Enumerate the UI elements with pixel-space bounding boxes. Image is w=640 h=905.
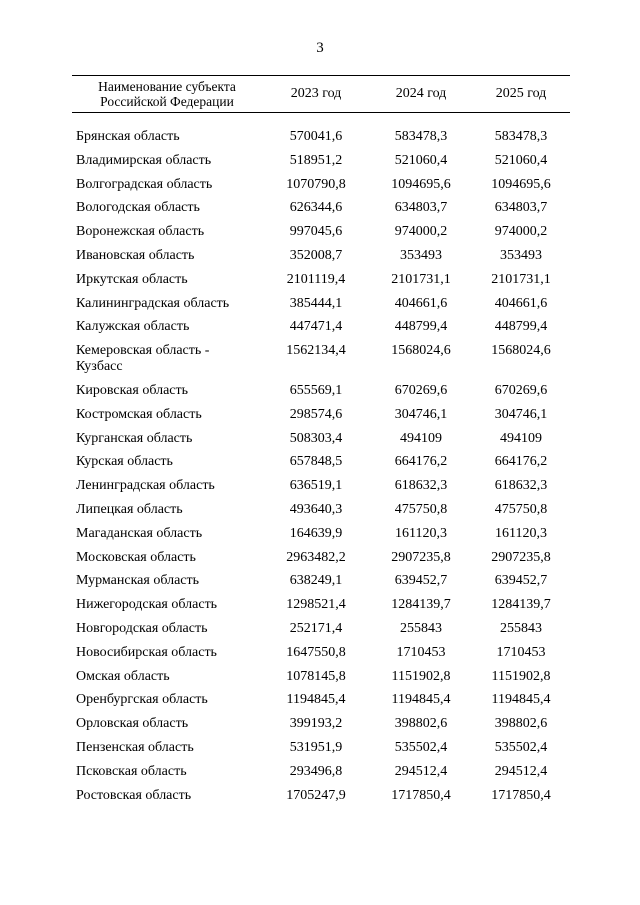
value-2023: 997045,6	[289, 224, 343, 240]
value-2023: 508303,4	[289, 430, 343, 446]
table-row	[72, 764, 570, 780]
table-row	[72, 526, 570, 542]
value-2023: 385444,1	[289, 295, 343, 311]
value-2024: 535502,4	[394, 739, 448, 755]
table-row	[72, 597, 570, 613]
value-2025: 583478,3	[494, 129, 548, 144]
subject-name-cell	[72, 454, 262, 470]
table-row	[72, 478, 570, 494]
value-2024: 1194845,4	[391, 692, 451, 708]
value-2023: 657848,5	[289, 454, 343, 470]
value-2025: 1151902,8	[491, 668, 551, 684]
subject-name-cell	[72, 740, 262, 756]
header-2025: 2025 год	[495, 86, 547, 101]
subject-name-cell	[72, 788, 262, 804]
value-2025: 2101731,1	[491, 271, 551, 287]
header-subject-name	[72, 79, 262, 109]
subject-name: Владимирская область	[76, 152, 212, 168]
subject-name: Курская область	[76, 454, 173, 470]
subject-name-cell	[72, 550, 262, 566]
value-2025: 404661,6	[494, 295, 548, 311]
subject-name: Калужская область	[76, 319, 190, 335]
subject-name-cell	[72, 407, 262, 423]
header-subject-name-line1: Наименование субъекта	[98, 79, 236, 94]
value-2024: 639452,7	[394, 573, 448, 589]
value-2024: 475750,8	[394, 501, 448, 517]
value-2024: 583478,3	[394, 129, 448, 144]
subject-name-cell	[72, 431, 262, 447]
table-row	[72, 153, 570, 169]
value-2023: 1070790,8	[286, 176, 346, 192]
value-2025: 2907235,8	[491, 549, 551, 565]
table-row	[72, 645, 570, 661]
value-2025: 639452,7	[494, 573, 548, 589]
subject-name-cell	[72, 692, 262, 708]
table-row	[72, 669, 570, 685]
value-2025: 664176,2	[494, 454, 548, 470]
value-2025: 255843	[500, 620, 542, 636]
header-2024: 2024 год	[395, 86, 447, 101]
value-2025: 1710453	[496, 644, 546, 660]
subject-name: Курганская область	[76, 430, 193, 446]
subject-name-cell	[72, 248, 262, 264]
table-row	[72, 200, 570, 216]
value-2024: 404661,6	[394, 295, 448, 311]
value-2024: 1710453	[396, 644, 446, 660]
value-2024: 521060,4	[394, 152, 448, 168]
subject-name-cell	[72, 502, 262, 518]
value-2024: 670269,6	[394, 382, 448, 398]
subject-name: Ивановская область	[76, 247, 195, 263]
subject-name: Магаданская область	[76, 525, 203, 541]
value-2024: 634803,7	[394, 200, 448, 216]
subject-name: Новгородская область	[76, 620, 208, 636]
value-2023: 164639,9	[289, 525, 343, 541]
value-2023: 1194845,4	[286, 692, 346, 708]
budget-table	[72, 75, 570, 811]
value-2025: 974000,2	[494, 224, 548, 240]
subject-name: Нижегородская область	[76, 597, 218, 613]
value-2024: 161120,3	[395, 525, 447, 541]
value-2024: 1094695,6	[391, 176, 451, 192]
value-2025: 670269,6	[494, 382, 548, 398]
value-2025: 161120,3	[495, 525, 547, 541]
subject-name: Оренбургская область	[76, 692, 208, 708]
subject-name: Ленинградская область	[76, 478, 215, 494]
subject-name-cell	[72, 478, 262, 494]
value-2023: 1078145,8	[286, 668, 346, 684]
table-row	[72, 296, 570, 312]
value-2024: 1151902,8	[391, 668, 451, 684]
subject-name-cell	[72, 716, 262, 732]
subject-name-cell	[72, 764, 262, 780]
table-row	[72, 272, 570, 288]
table-row	[72, 716, 570, 732]
page-number: 3	[316, 40, 324, 56]
table-row	[72, 383, 570, 399]
subject-name-cell	[72, 272, 262, 288]
value-2023: 2963482,2	[286, 549, 346, 565]
value-2023: 447471,4	[289, 319, 343, 335]
header-2023: 2023 год	[290, 86, 342, 101]
value-2023: 570041,6	[289, 129, 343, 144]
value-2023: 531951,9	[289, 739, 343, 755]
value-2025: 1194845,4	[491, 692, 551, 708]
subject-name: Новосибирская область	[76, 644, 217, 660]
subject-name-cell	[72, 296, 262, 312]
value-2024: 664176,2	[394, 454, 448, 470]
value-2023: 493640,3	[289, 501, 343, 517]
value-2023: 1705247,9	[286, 787, 346, 803]
subject-name-cell	[72, 645, 262, 661]
table-row	[72, 407, 570, 423]
table-row	[72, 621, 570, 637]
value-2025: 618632,3	[494, 478, 548, 494]
value-2025: 634803,7	[494, 200, 548, 216]
table-row	[72, 129, 570, 145]
value-2025: 1094695,6	[491, 176, 551, 192]
subject-name: Мурманская область	[76, 573, 200, 589]
value-2025: 294512,4	[494, 763, 548, 779]
subject-name-cell	[72, 129, 262, 145]
subject-name-cell	[72, 319, 262, 335]
value-2024: 2101731,1	[391, 271, 451, 287]
value-2025: 535502,4	[494, 739, 548, 755]
value-2024: 294512,4	[394, 763, 448, 779]
value-2025: 521060,4	[494, 152, 548, 168]
subject-name-cell	[72, 573, 262, 589]
value-2024: 1284139,7	[391, 597, 451, 613]
table-row	[72, 343, 570, 375]
value-2023: 1647550,8	[286, 644, 346, 660]
value-2025: 475750,8	[494, 501, 548, 517]
subject-name: Липецкая область	[76, 501, 183, 517]
subject-name-cell	[72, 177, 262, 193]
table-body	[72, 129, 570, 804]
value-2025: 304746,1	[494, 406, 548, 422]
subject-name: Псковская область	[76, 763, 187, 779]
table-header	[72, 75, 570, 113]
value-2025: 1717850,4	[491, 787, 551, 803]
value-2023: 298574,6	[289, 406, 343, 422]
value-2024: 398802,6	[394, 716, 448, 732]
subject-name: Брянская область	[76, 129, 180, 144]
subject-name: Калининградская область	[76, 295, 230, 311]
value-2024: 2907235,8	[391, 549, 451, 565]
table-row	[72, 788, 570, 804]
value-2025: 494109	[500, 430, 542, 446]
value-2023: 352008,7	[289, 247, 343, 263]
value-2023: 1298521,4	[286, 597, 346, 613]
subject-name: Ростовская область	[76, 787, 192, 803]
value-2025: 353493	[500, 247, 542, 263]
value-2023: 518951,2	[289, 152, 343, 168]
table-row	[72, 573, 570, 589]
subject-name: Омская область	[76, 668, 170, 684]
value-2024: 1568024,6	[391, 343, 451, 359]
subject-name-cell	[72, 343, 262, 375]
table-row	[72, 502, 570, 518]
value-2024: 1717850,4	[391, 787, 451, 803]
header-subject-name-line2: Российской Федерации	[100, 94, 234, 109]
value-2024: 255843	[400, 620, 442, 636]
table-row	[72, 692, 570, 708]
value-2023: 655569,1	[289, 382, 343, 398]
value-2025: 1284139,7	[491, 597, 551, 613]
value-2023: 1562134,4	[286, 343, 346, 359]
value-2023: 636519,1	[289, 478, 343, 494]
subject-name-cell	[72, 383, 262, 399]
subject-name-cell	[72, 153, 262, 169]
value-2025: 398802,6	[494, 716, 548, 732]
value-2024: 974000,2	[394, 224, 448, 240]
table-row	[72, 319, 570, 335]
subject-name: Орловская область	[76, 716, 189, 732]
value-2023: 293496,8	[289, 763, 343, 779]
subject-name-cell	[72, 669, 262, 685]
value-2024: 353493	[400, 247, 442, 263]
value-2025: 1568024,6	[491, 343, 551, 359]
table-row	[72, 224, 570, 240]
subject-name: Пензенская область	[76, 739, 194, 755]
subject-name: Волгоградская область	[76, 176, 213, 192]
value-2024: 304746,1	[394, 406, 448, 422]
value-2023: 638249,1	[289, 573, 343, 589]
value-2023: 626344,6	[289, 200, 343, 216]
subject-name: Московская область	[76, 549, 196, 565]
subject-name: Кемеровская область -	[76, 343, 210, 359]
subject-name-cell	[72, 526, 262, 542]
subject-name-cell	[72, 621, 262, 637]
subject-name: Вологодская область	[76, 200, 200, 216]
table-row	[72, 550, 570, 566]
value-2024: 494109	[400, 430, 442, 446]
table-row	[72, 248, 570, 264]
subject-name: Иркутская область	[76, 271, 188, 287]
table-row	[72, 177, 570, 193]
subject-name: Воронежская область	[76, 224, 205, 240]
subject-name-cell	[72, 597, 262, 613]
value-2025: 448799,4	[494, 319, 548, 335]
subject-name-cell	[72, 200, 262, 216]
table-row	[72, 454, 570, 470]
value-2024: 448799,4	[394, 319, 448, 335]
table-row	[72, 740, 570, 756]
value-2024: 618632,3	[394, 478, 448, 494]
subject-name: Кировская область	[76, 382, 189, 398]
table-row	[72, 431, 570, 447]
value-2023: 252171,4	[289, 620, 343, 636]
subject-name-continuation: Кузбасс	[76, 359, 123, 375]
value-2023: 399193,2	[289, 716, 343, 732]
subject-name: Костромская область	[76, 406, 202, 422]
subject-name-cell	[72, 224, 262, 240]
value-2023: 2101119,4	[286, 271, 346, 287]
